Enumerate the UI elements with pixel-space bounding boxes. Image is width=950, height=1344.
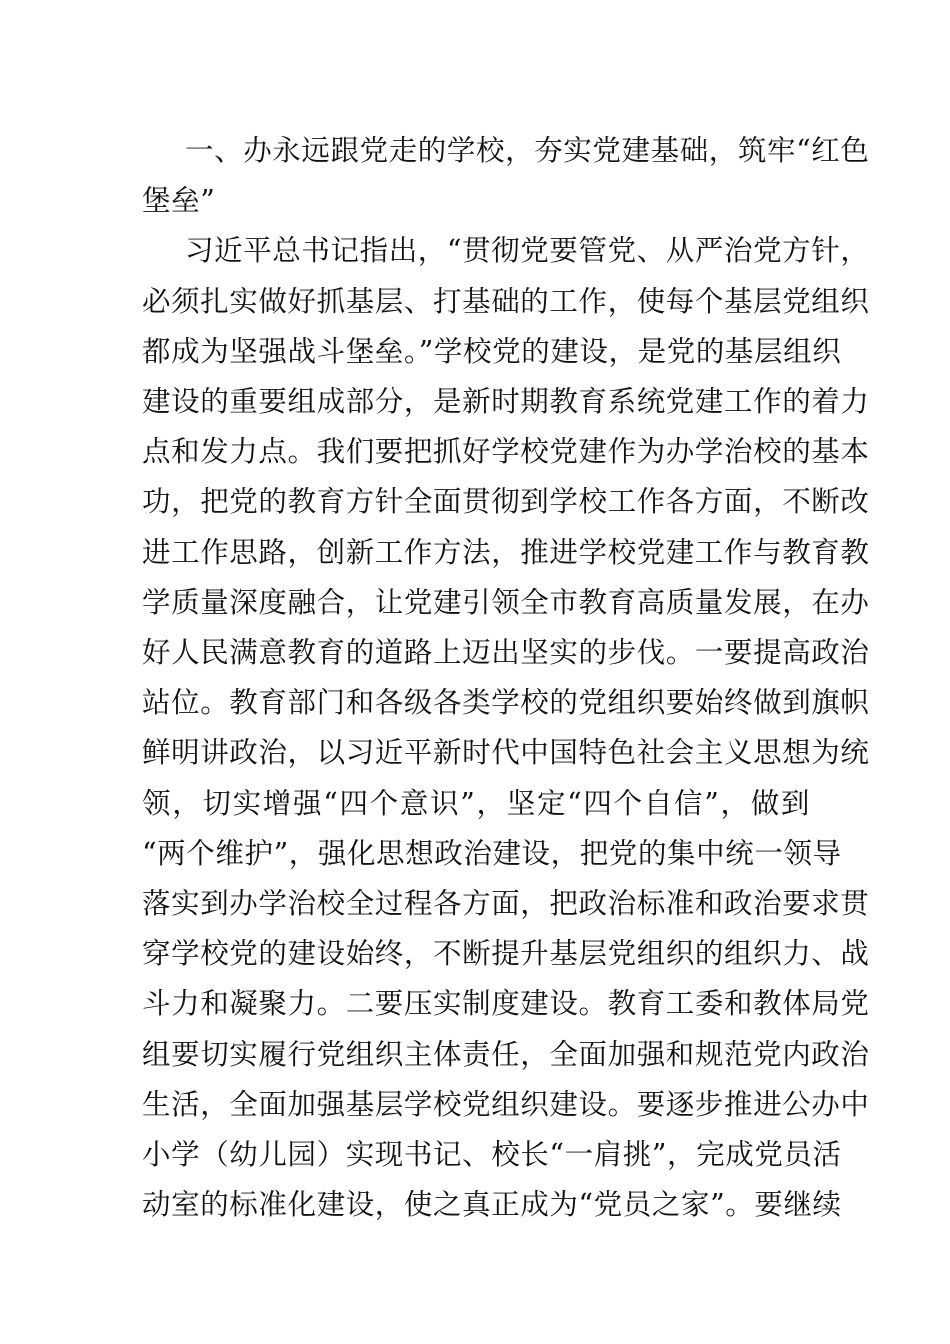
section-heading-line-2: 堡垒” [142, 184, 216, 218]
paragraph-line: 领，切实增强“四个意识”，坚定“四个自信”，做到 [142, 786, 810, 820]
paragraph-line: 必须扎实做好抓基层、打基础的工作，使每个基层党组织 [142, 284, 870, 318]
section-heading-line-1: 一、办永远跟党走的学校，夯实党建基础，筑牢“红色 [185, 134, 870, 167]
paragraph-line: 动室的标准化建设，使之真正成为“党员之家”。要继续 [142, 1188, 842, 1222]
paragraph-line: 鲜明讲政治，以习近平新时代中国特色社会主义思想为统 [142, 736, 870, 770]
paragraph-line: 落实到办学治校全过程各方面，把政治标准和政治要求贯 [142, 887, 870, 921]
paragraph-line: 斗力和凝聚力。二要压实制度建设。教育工委和教体局党 [142, 987, 870, 1021]
paragraph-line: 生活，全面加强基层学校党组织建设。要逐步推进公办中 [142, 1087, 870, 1121]
paragraph-line: 功，把党的教育方针全面贯彻到学校工作各方面，不断改 [142, 485, 870, 519]
paragraph-line: 小学（幼儿园）实现书记、校长“一肩挑”，完成党员活 [142, 1138, 842, 1172]
paragraph-line: 学质量深度融合，让党建引领全市教育高质量发展，在办 [142, 585, 870, 619]
paragraph-line: 建设的重要组成部分，是新时期教育系统党建工作的着力 [142, 385, 870, 419]
paragraph-line: 进工作思路，创新工作方法，推进学校党建工作与教育教 [142, 535, 870, 569]
paragraph-line: 穿学校党的建设始终，不断提升基层党组织的组织力、战 [142, 937, 870, 971]
document-body [142, 126, 870, 1230]
paragraph-line: 组要切实履行党组织主体责任，全面加强和规范党内政治 [142, 1037, 870, 1071]
paragraph-line: 点和发力点。我们要把抓好学校党建作为办学治校的基本 [142, 435, 870, 469]
paragraph-line: 站位。教育部门和各级各类学校的党组织要始终做到旗帜 [142, 686, 870, 720]
paragraph-line: “两个维护”，强化思想政治建设，把党的集中统一领导 [142, 836, 842, 870]
paragraph-line: 习近平总书记指出，“贯彻党要管党、从严治党方针， [185, 234, 870, 268]
paragraph-line: 都成为坚强战斗堡垒。”学校党的建设，是党的基层组织 [142, 334, 842, 368]
paragraph-line: 好人民满意教育的道路上迈出坚实的步伐。一要提高政治 [142, 636, 870, 670]
